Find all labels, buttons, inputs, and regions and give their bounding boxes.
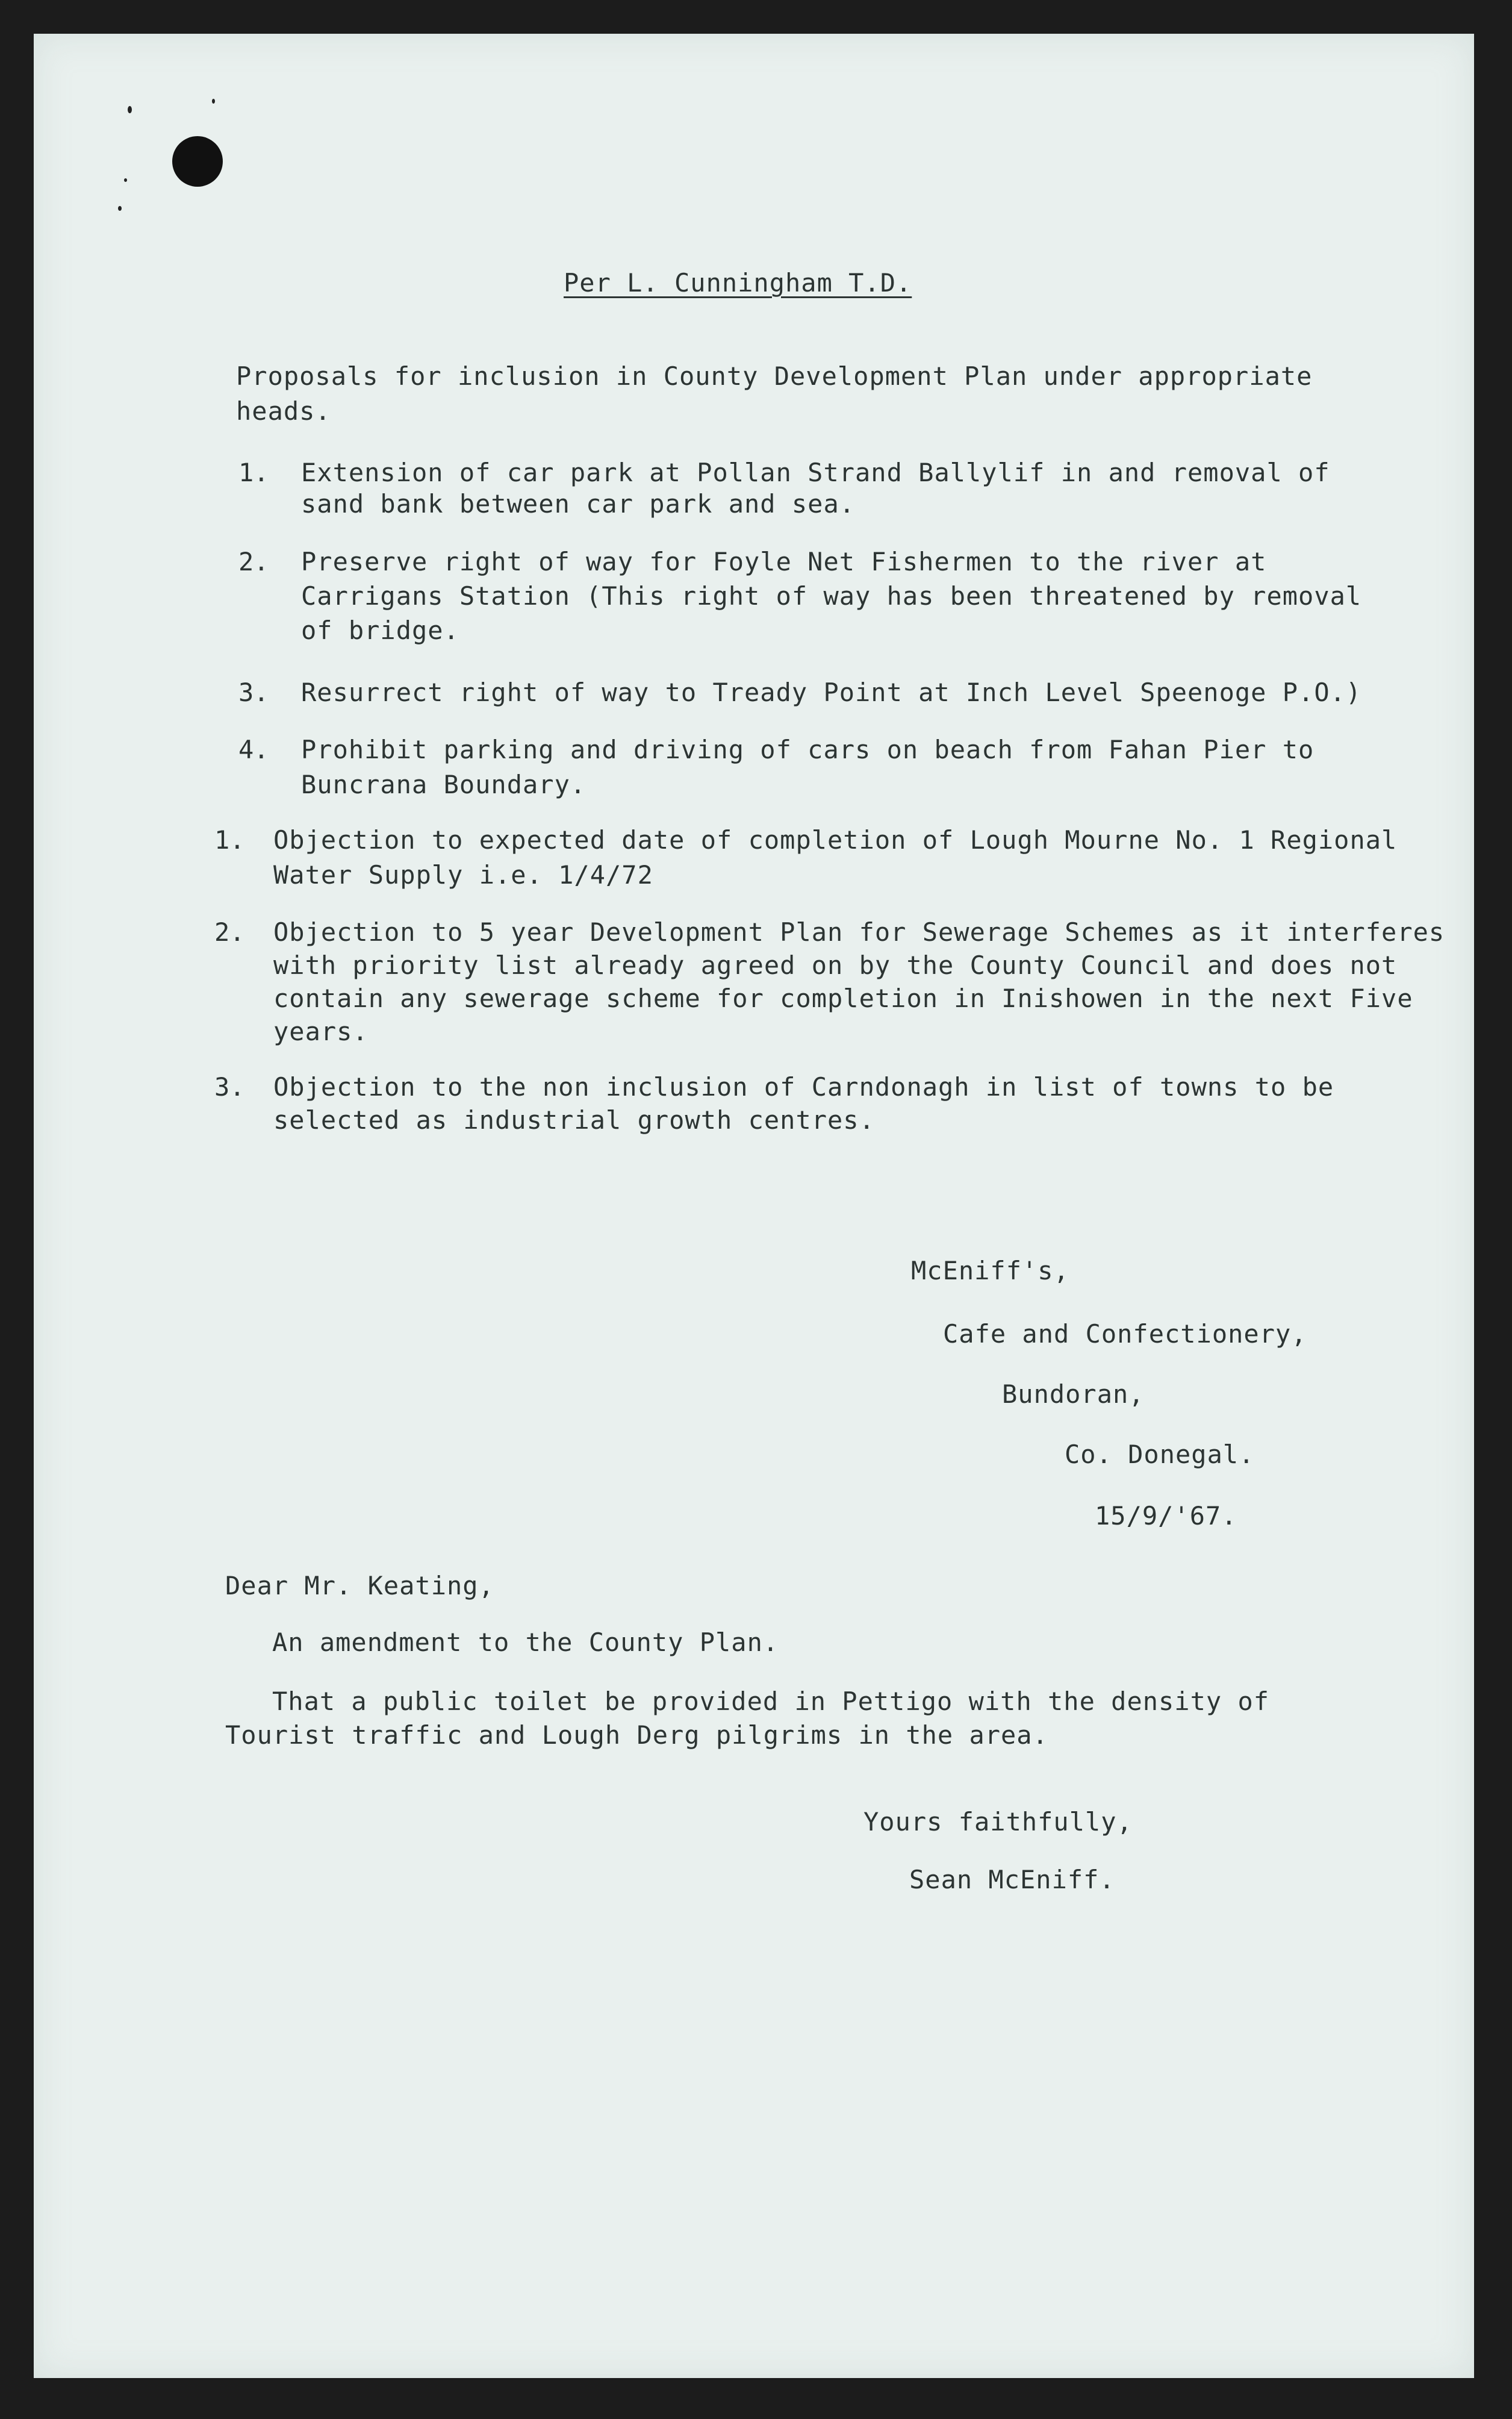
proposal-line: Preserve right of way for Foyle Net Fishermen to the river at [301, 547, 1267, 576]
objection-line: Objection to expected date of completion of Lough Mourne No. 1 Regional [273, 825, 1398, 855]
proposal-line: Carrigans Station (This right of way has been threatened by removal [301, 581, 1362, 611]
proposal-line: Buncrana Boundary. [301, 770, 586, 799]
objection-line: with priority list already agreed on by the County Council and does not [273, 950, 1398, 980]
proposal-line: sand bank between car park and sea. [301, 489, 856, 519]
signature: Sean McEniff. [909, 1865, 1115, 1894]
intro-line-1: Proposals for inclusion in County Development Plan under appropriate [236, 361, 1313, 391]
objection-number: 1. [214, 825, 245, 855]
objection-line: years. [273, 1017, 369, 1046]
objection-number: 2. [214, 917, 245, 947]
paper-speck [118, 206, 122, 211]
proposal-number: 2. [238, 547, 269, 576]
paper-speck [128, 106, 132, 113]
body-line: That a public toilet be provided in Pettigo with the density of [272, 1687, 1270, 1716]
intro-line-2: heads. [236, 396, 331, 426]
punch-hole [172, 136, 223, 187]
paper-speck [212, 99, 215, 104]
subject-line: An amendment to the County Plan. [272, 1628, 779, 1657]
letter-date: 15/9/'67. [1095, 1501, 1237, 1531]
objection-line: contain any sewerage scheme for completion in Inishowen in the next Five [273, 984, 1413, 1013]
paper-speck [124, 178, 127, 182]
objection-line: Water Supply i.e. 1/4/72 [273, 860, 653, 890]
objection-line: Objection to 5 year Development Plan for Sewerage Schemes as it interferes [273, 917, 1445, 947]
proposal-line: Extension of car park at Pollan Strand Ballylif in and removal of [301, 458, 1330, 487]
closing: Yours faithfully, [863, 1807, 1133, 1837]
proposal-line: Resurrect right of way to Tready Point at Inch Level Speenoge P.O.) [301, 678, 1362, 707]
objection-line: selected as industrial growth centres. [273, 1105, 875, 1135]
document-header: Per L. Cunningham T.D. [564, 268, 912, 298]
address-line: McEniff's, [911, 1256, 1069, 1285]
objection-line: Objection to the non inclusion of Carndonagh in list of towns to be [273, 1072, 1334, 1102]
address-line: Bundoran, [1002, 1379, 1145, 1409]
proposal-number: 1. [238, 458, 269, 487]
proposal-number: 3. [238, 678, 269, 707]
proposal-line: of bridge. [301, 616, 459, 645]
document-page [34, 34, 1474, 2378]
address-line: Co. Donegal. [1065, 1440, 1255, 1469]
proposal-number: 4. [238, 735, 269, 764]
objection-number: 3. [214, 1072, 245, 1102]
proposal-line: Prohibit parking and driving of cars on beach from Fahan Pier to [301, 735, 1314, 764]
address-line: Cafe and Confectionery, [943, 1319, 1307, 1349]
salutation: Dear Mr. Keating, [225, 1571, 494, 1600]
body-line: Tourist traffic and Lough Derg pilgrims in the area. [225, 1720, 1048, 1750]
